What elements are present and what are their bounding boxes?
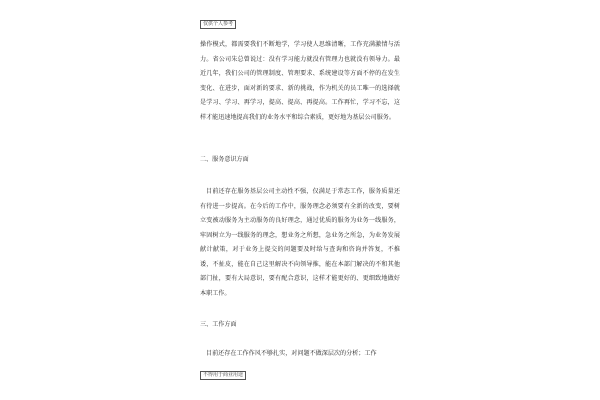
paragraph-service: 目前还存在服务基层公司主动性不强，仅满足于常态工作，服务质量还有待进一步提高。在今后的工作中，服务理念必须要有全新的改变，要树立变被动服务为主动服务的良好理念，通过优质的服务为业务一线服务，牢固树立为一线服务的理念，想业务之所想，急业务之所急，为业务发展献计献策，对于业务上提交的问题要及时给与查询和咨询并答复，不推诿，不扯皮，能在自己这里解决不向领导推，能在本部门解决的不和其他部门扯，要有大局意识，要有配合意识，这样才能更好的、更细致地做好本职工作。 (200, 188, 400, 297)
paragraph-learning: 操作模式，都需要我们不断地学，学习使人思维清晰，工作充满激情与活力。省公司朱总曾说过：没有学习能力就没有管理力也就没有领导力。最近几年，我们公司的管理制度、管理要求、系统建设等方面不停的在发生变化、在进步，面对新的要求、新的挑战，作为机关的员工唯一的选择就是学习、学习、再学习，提高、提高、再提高。工作再忙，学习不忘，这样才能迅速地提高我们的业务水平和综合素质，更好地为基层公司服务。 (200, 41, 400, 121)
paragraph-work: 目前还存在工作作风不够扎实，对问题不做深层次的分析；工作 (206, 350, 377, 357)
section-heading-work: 三、工作方面 (200, 321, 237, 328)
footer-stamp: 不得用于商业用途 (200, 371, 246, 380)
section-heading-service: 二、服务意识方面 (200, 156, 249, 163)
header-stamp: 仅供个人参考 (200, 20, 236, 29)
